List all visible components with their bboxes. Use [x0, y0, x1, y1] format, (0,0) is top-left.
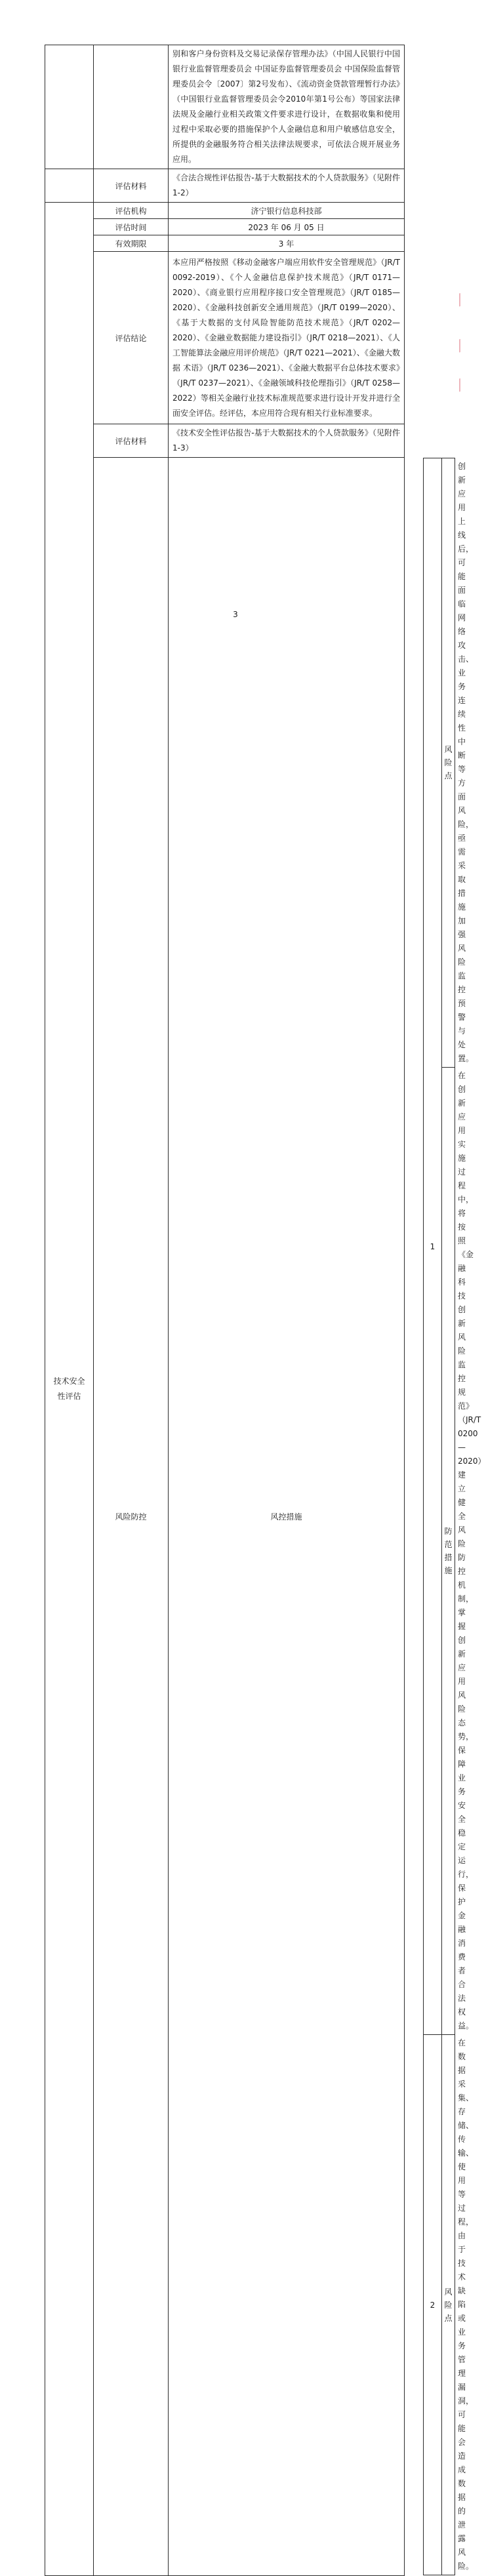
- empty-cell: [45, 169, 94, 203]
- risk-item-1-point-row: 1 风 险 点 创新应用上线后，可能面临网络攻击、业务连续性中断等方面风险，亟需采取措施加强风险监控预警与处置。: [424, 458, 455, 1068]
- risk-measure-label: [442, 1068, 455, 2035]
- measures-label: 风控措施: [169, 458, 405, 2576]
- label-char: 风: [444, 745, 453, 754]
- tech-section-text: 技术安全性评估: [53, 1377, 85, 1401]
- label-char: 措: [444, 1553, 453, 1562]
- conclusion-text: 本应用严格按照《移动金融客户端应用软件安全管理规范》（JR/T 0092-2019）、《个人金融信息保护技术规范》（JR/T 0171—2020）、《商业银行应用程序接口安全管理规范》（JR/T 0185—2020）、《金融科技创新安全通用规范》（JR/T 0199—2020）、《基于大数据的支付风险智能防范技术规范》（JR/T 0202—2020）、《金融业数据能力建设指引》（JR/T 0218—2021）、《人工智能算法金融应用评价规范》（JR/T 0221—2021）、《金融大数据 术语》（JR/T 0236—2021）、《金融大数据平台总体技术要求》（JR/T 0237—2021）、《金融领域科技伦理指引》（JR/T 0258—2022）等相关金融行业技术标准规范要求进行设计开发并进行全面安全评估。经评估，本应用符合现有相关行业标准要求。: [169, 252, 405, 424]
- table-row: [45, 252, 405, 424]
- table-row: [45, 45, 405, 169]
- risk-items-table: [423, 458, 486, 2575]
- stamp-fragment: [459, 375, 468, 392]
- risk-item-number: 2: [424, 2035, 442, 2575]
- conclusion-label: 评估结论: [94, 252, 169, 424]
- tech-material: 《技术安全性评估报告-基于大数据技术的个人贷款服务》（见附件 1-3）: [169, 424, 405, 458]
- stamp-fragment: [459, 336, 468, 352]
- risk-item-number: 1: [424, 458, 442, 2035]
- table-row: [45, 458, 405, 2576]
- label-char: 范: [444, 1540, 453, 1549]
- stamp-fragment: [459, 290, 468, 306]
- label-char: 施: [444, 1566, 453, 1575]
- empty-cell: [94, 45, 169, 169]
- empty-cell: [45, 45, 94, 169]
- validity-value: 3 年: [169, 235, 405, 252]
- compliance-material: 《合法合规性评估报告-基于大数据技术的个人贷款服务》（见附件 1-2）: [169, 169, 405, 203]
- risk-item-1-measure-row: 防 范 措 施 在创新应用实施过程中，将按照《金融科技创新风险监控规范》（JR/T 0200—2020）建立健全风险防控机制，掌握创新应用风险态势，保障业务安全稳定运行，保护金融消费者合法权益。: [424, 1068, 455, 2035]
- table-row: [45, 424, 405, 458]
- table-row: [45, 235, 405, 252]
- table-row: [45, 219, 405, 235]
- label-char: 点: [444, 2313, 453, 2323]
- assessment-table: [45, 45, 486, 2576]
- validity-label: 有效期限: [94, 235, 169, 252]
- risk-section-label: 风险防控: [94, 458, 169, 2576]
- risk-point-label: [442, 2035, 455, 2575]
- material-label: 评估材料: [94, 169, 169, 203]
- date-label: 评估时间: [94, 219, 169, 235]
- tech-section-label: [45, 203, 94, 2576]
- risk-point-label: [442, 458, 455, 1068]
- table-row: [45, 203, 405, 219]
- date-value: 2023 年 06 月 05 日: [169, 219, 405, 235]
- org-value: 济宁银行信息科技部: [169, 203, 405, 219]
- label-char: 险: [444, 758, 453, 767]
- label-char: 防: [444, 1527, 453, 1536]
- table-row: [45, 169, 405, 203]
- page-number: 3: [233, 610, 238, 619]
- label-char: 点: [444, 771, 453, 780]
- risk-item-2-point-row: 2 风 险 点 在数据采集、存储、传输、使用等过程，由于技术缺陷或业务管理漏洞，可能会造成数据的泄露风险。: [424, 2035, 455, 2575]
- label-char: 险: [444, 2300, 453, 2310]
- org-label: 评估机构: [94, 203, 169, 219]
- compliance-text: 别和客户身份资料及交易记录保存管理办法》（中国人民银行中国银行业监督管理委员会 中国证券监督管理委员会 中国保险监督管理委员会令〔2007〕第2号发布）、《流动资金贷款管理暂行办法》（中国银行业监督管理委员会令2010年第1号公布）等国家法律法规及金融行业相关政策文件要求进行设计，在数据收集和使用过程中采取必要的措施保护个人金融信息和用户敏感信息安全，所提供的金融服务符合相关法律法规要求，可依法合规开展业务应用。: [169, 45, 405, 169]
- material-label: 评估材料: [94, 424, 169, 458]
- label-char: 风: [444, 2287, 453, 2297]
